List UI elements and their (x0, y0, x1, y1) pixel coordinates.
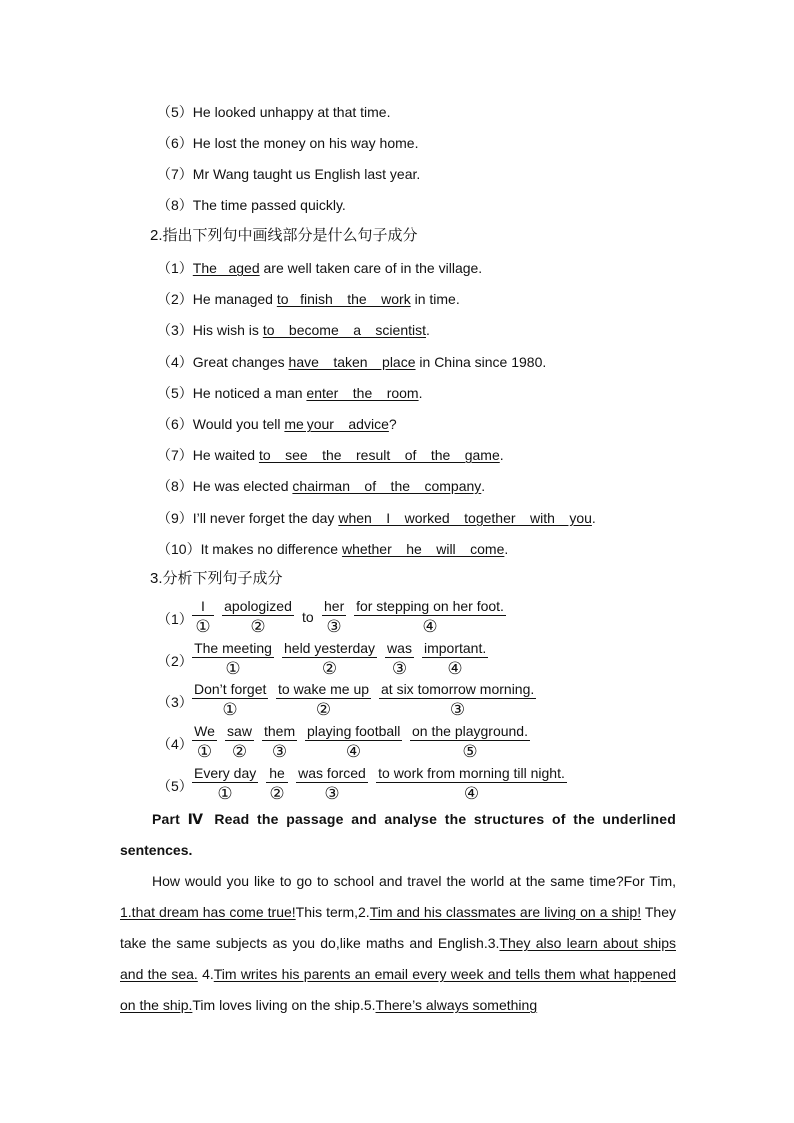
underlined-part: to finish the work (276, 291, 411, 307)
sentence-component (262, 723, 297, 760)
sentence-line (157, 321, 430, 339)
component-underline (192, 740, 217, 741)
sentence-text: . (418, 385, 423, 401)
sentence-text: . (499, 447, 504, 463)
sentence-component (276, 681, 371, 718)
sentence-text: ? (388, 416, 397, 432)
component-number-circle: ② (269, 784, 285, 803)
underlined-part: me your advice (284, 416, 389, 432)
sentence-text: . (504, 541, 509, 557)
item-number: （8） (157, 197, 193, 213)
item-number: （5） (157, 104, 193, 120)
component-number-circle: ④ (345, 742, 362, 761)
sentence-component (222, 598, 294, 635)
sentence-text: I’ll never forget the day (192, 510, 339, 526)
analysis-row (157, 640, 717, 682)
sentence-text: in time. (410, 291, 460, 307)
item-number: （10） (157, 541, 201, 557)
underlined-sentence: There’s always something (375, 997, 538, 1013)
component-underline (322, 615, 346, 616)
underlined-part: enter the room (306, 385, 419, 401)
sentence-text: He was elected (192, 478, 293, 494)
component-number-circle: ② (315, 700, 332, 719)
sentence-component (192, 598, 214, 635)
item-number: （9） (157, 510, 193, 526)
component-underline (276, 698, 371, 699)
component-number-circle: ① (222, 700, 238, 719)
component-number-circle: ③ (449, 700, 466, 719)
reading-passage (120, 866, 676, 1021)
sentence-line (157, 259, 482, 277)
underlined-part: to become a scientist (262, 322, 426, 338)
sentence-component (410, 723, 530, 760)
component-underline (222, 615, 294, 616)
component-number-circle: ① (196, 742, 213, 761)
underlined-part: to see the result of the game (258, 447, 500, 463)
sentence-text: . (426, 322, 430, 338)
sentence-line (157, 134, 418, 152)
component-underline (422, 657, 488, 658)
component-number-circle: ④ (447, 659, 463, 678)
item-number: （7） (157, 447, 193, 463)
component-text: to wake me up (278, 681, 370, 697)
component-text: at six tomorrow morning. (381, 681, 535, 697)
passage-text: Tim loves living on the ship.5. (192, 997, 376, 1013)
component-underline (296, 782, 368, 783)
sentence-component (192, 723, 217, 760)
underlined-part: chairman of the company (292, 478, 482, 494)
component-underline (305, 740, 402, 741)
item-number: （5） (157, 778, 193, 794)
component-underline (282, 657, 377, 658)
sentence-text: are well taken care of in the village. (259, 260, 483, 276)
sentence-component (225, 723, 254, 760)
component-text: The meeting (194, 640, 272, 656)
analysis-row (157, 765, 717, 807)
analysis-row (157, 681, 717, 723)
component-number-circle: ④ (463, 784, 480, 803)
component-text: apologized (224, 598, 292, 614)
underlined-sentence: Tim writes his parents an email every week and tells them what happened on the ship. (120, 966, 676, 1013)
component-number-circle: ③ (391, 659, 408, 678)
component-text: Don’t forget (194, 681, 267, 697)
passage-text: They take the same subjects as you do,like maths and English.3. (120, 904, 676, 951)
underlined-part: have taken place (288, 354, 416, 370)
sentence-line (157, 446, 504, 464)
component-text: was (387, 640, 412, 656)
component-text: held yesterday (284, 640, 376, 656)
sentence-component (305, 723, 402, 760)
underlined-sentence: Tim and his classmates are living on a ship! (369, 904, 642, 920)
part-heading-cont: sentences. (120, 842, 193, 858)
underlined-part: The aged (192, 260, 260, 276)
item-number: （6） (157, 416, 193, 432)
sentence-line (157, 196, 346, 214)
item-number: （1） (157, 611, 193, 627)
sentence-component (266, 765, 288, 802)
sentence-line (157, 540, 508, 558)
component-text: them (264, 723, 296, 739)
sentence-line (157, 509, 596, 527)
component-text: We (194, 723, 215, 739)
component-text: playing football (307, 723, 401, 739)
component-text: her (324, 598, 345, 614)
component-underline (385, 657, 414, 658)
sentence-component (385, 640, 414, 677)
sentence-component (192, 681, 268, 718)
component-number-circle: ③ (271, 742, 288, 761)
item-number: （8） (157, 478, 193, 494)
component-underline (379, 698, 536, 699)
sentence-text: He managed (192, 291, 277, 307)
sentence-text: Great changes (192, 354, 289, 370)
component-text: for stepping on her foot. (356, 598, 504, 614)
component-underline (354, 615, 506, 616)
sentence-line (157, 290, 460, 308)
sentence-line (157, 165, 420, 183)
component-number-circle: ④ (422, 617, 438, 636)
sentence-component (192, 640, 274, 677)
sentence-line (157, 477, 485, 495)
component-number-circle: ② (250, 617, 266, 636)
component-text: was forced (298, 765, 366, 781)
plain-word: to (302, 609, 314, 625)
sentence-text: in China since 1980. (415, 354, 547, 370)
sentence-component (379, 681, 536, 718)
sentence-text: He waited (192, 447, 259, 463)
component-underline (192, 657, 274, 658)
component-underline (410, 740, 530, 741)
sentence-text: He lost the money on his way home. (192, 135, 419, 151)
sentence-component (296, 765, 368, 802)
component-number-circle: ① (225, 659, 241, 678)
sentence-text: Would you tell (192, 416, 285, 432)
component-number-circle: ① (217, 784, 233, 803)
component-number-circle: ② (321, 659, 338, 678)
sentence-component (422, 640, 488, 677)
item-number: （3） (157, 322, 193, 338)
sentence-text: The time passed quickly. (192, 197, 346, 213)
analysis-row (157, 723, 717, 765)
item-number: （6） (157, 135, 193, 151)
component-text: he (269, 765, 285, 781)
component-text: saw (227, 723, 252, 739)
underlined-part: whether he will come (341, 541, 505, 557)
component-text: to work from morning till night. (378, 765, 565, 781)
component-underline (192, 698, 268, 699)
passage-text: 4. (197, 966, 214, 982)
component-text: I (201, 598, 205, 614)
sentence-line (157, 415, 397, 433)
sentence-text: He looked unhappy at that time. (192, 104, 391, 120)
component-number-circle: ⑤ (462, 742, 478, 761)
sentence-line (157, 103, 390, 121)
section-title: 3.分析下列句子成分 (150, 570, 283, 587)
passage-text: How would you like to go to school and travel the world at the same time?For Tim, (152, 873, 676, 889)
sentence-component (354, 598, 506, 635)
component-underline (192, 782, 258, 783)
item-number: （4） (157, 354, 193, 370)
item-number: （7） (157, 166, 193, 182)
component-number-circle: ③ (326, 617, 342, 636)
sentence-text: He noticed a man (192, 385, 307, 401)
sentence-text: His wish is (192, 322, 263, 338)
item-number: （4） (157, 736, 193, 752)
sentence-text: Mr Wang taught us English last year. (192, 166, 421, 182)
item-number: （2） (157, 653, 193, 669)
component-number-circle: ② (231, 742, 248, 761)
sentence-component (322, 598, 346, 635)
analysis-row (157, 598, 717, 640)
sentence-line (157, 384, 422, 402)
component-number-circle: ① (195, 617, 211, 636)
sentence-component (282, 640, 377, 677)
component-underline (266, 782, 288, 783)
sentence-component (376, 765, 567, 802)
sentence-text: . (481, 478, 486, 494)
component-text: important. (424, 640, 487, 656)
sentence-text: . (591, 510, 596, 526)
underlined-part: when I worked together with you (338, 510, 592, 526)
item-number: （2） (157, 291, 193, 307)
section-title: 2.指出下列句中画线部分是什么句子成分 (150, 227, 418, 244)
component-underline (262, 740, 297, 741)
underlined-sentence: They also learn about ships and the sea. (120, 935, 676, 982)
component-number-circle: ③ (324, 784, 340, 803)
sentence-text: It makes no difference (200, 541, 342, 557)
item-number: （5） (157, 385, 193, 401)
item-number: （1） (157, 260, 193, 276)
component-underline (376, 782, 567, 783)
sentence-component (192, 765, 258, 802)
component-text: on the playground. (412, 723, 528, 739)
passage-text: This term,2. (295, 904, 370, 920)
component-text: Every day (194, 765, 257, 781)
component-underline (192, 615, 214, 616)
sentence-line (157, 353, 546, 371)
part-heading: Part Ⅳ Read the passage and analyse the structures of the underlined (152, 811, 676, 827)
component-underline (225, 740, 254, 741)
item-number: （3） (157, 694, 193, 710)
underlined-sentence: 1.that dream has come true! (120, 904, 296, 920)
